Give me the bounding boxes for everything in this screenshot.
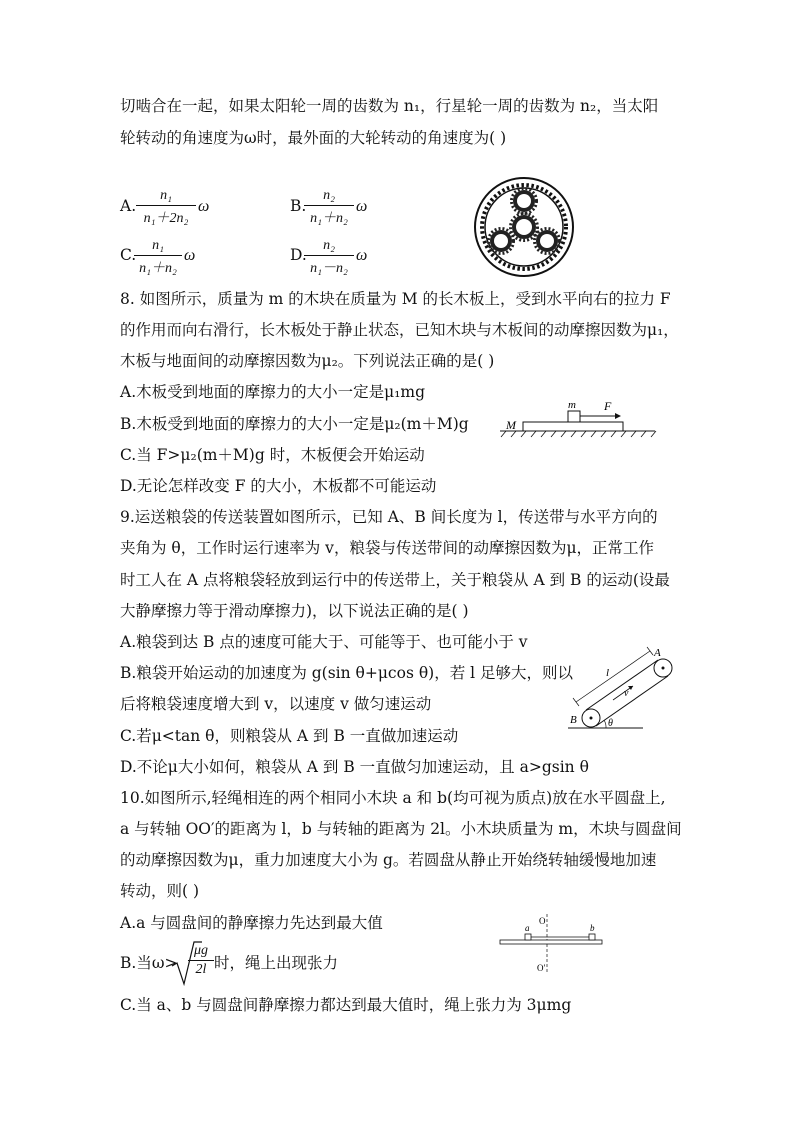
q7-option-a-label: A. [120, 197, 137, 215]
q8-option-b: B.木板受到地面的摩擦力的大小一定是μ₂(m＋M)g [120, 415, 469, 433]
q10-option-c: C.当 a、b 与圆盘间静摩擦力都达到最大值时，绳上张力为 3μmg [120, 996, 572, 1014]
q9-option-b-line2: 后将粮袋速度增大到 v，以速度 v 做匀速运动 [120, 695, 432, 713]
q10-option-b-suffix: 时，绳上出现张力 [214, 954, 339, 972]
q7-option-a-omega: ω [198, 198, 210, 215]
q7-option-b-label: B. [290, 197, 307, 215]
fig9-label-theta: θ [608, 718, 613, 729]
fig9-label-B: B [570, 714, 577, 726]
q9-text-line2: 夹角为 θ，工作时运行速率为 v，粮袋与传送带间的动摩擦因数为μ，正常工作 [120, 539, 655, 557]
q9-option-a: A.粮袋到达 B 点的速度可能大于、可能等于、也可能小于 v [120, 633, 528, 651]
q10-text-line2: a 与转轴 OO′的距离为 l，b 与转轴的距离为 2l。小木块质量为 m，木块与圆盘间 [120, 820, 682, 838]
planetary-gear-figure [474, 177, 574, 277]
q10-option-a: A.a 与圆盘间的静摩擦力先达到最大值 [120, 914, 383, 932]
q8-text-line1: 8. 如图所示，质量为 m 的木块在质量为 M 的长木板上，受到水平向右的拉力 F [120, 290, 671, 308]
fig9-label-v: v [624, 688, 629, 699]
q10-text-line3: 的动摩擦因数为μ，重力加速度大小为 g。若圆盘从静止开始绕转轴缓慢地加速 [120, 851, 657, 869]
q9-option-b-line1: B.粮袋开始运动的加速度为 g(sin θ+μcos θ)，若 l 足够大，则以 [120, 664, 574, 682]
fig8-label-M: M [506, 418, 516, 432]
q7-option-d-label: D. [290, 246, 307, 264]
q9-text-line3: 时工人在 A 点将粮袋轻放到运行中的传送带上，关于粮袋从 A 到 B 的运动(设最 [120, 571, 670, 589]
conveyor-belt-figure [568, 640, 678, 735]
q7-option-d-fraction: n₂ n₁－n₂ [304, 238, 354, 277]
q7-option-b-fraction: n₂ n₁＋n₂ [304, 188, 354, 227]
q8-text-line3: 木板与地面间的动摩擦因数为μ₂。下列说法正确的是( ) [120, 352, 495, 370]
fig10-label-O-prime: O′ [537, 963, 546, 973]
fig10-label-b: b [590, 923, 595, 933]
q7-option-c-omega: ω [184, 247, 196, 264]
fig8-label-m: m [568, 399, 576, 411]
q9-option-c: C.若μ<tan θ，则粮袋从 A 到 B 一直做加速运动 [120, 727, 459, 745]
q7-option-d-omega: ω [356, 247, 368, 264]
q10-option-b-prefix: B.当ω> [120, 954, 178, 972]
q10-text-line4: 转动，则( ) [120, 882, 200, 900]
q10-option-b-fraction: μg 2l [188, 943, 214, 978]
q7-text-line2: 轮转动的角速度为ω时，最外面的大轮转动的角速度为( ) [120, 129, 507, 147]
q8-option-d: D.无论怎样改变 F 的大小，木板都不可能运动 [120, 477, 437, 495]
fig9-label-l: l [606, 667, 610, 679]
q9-option-d: D.不论μ大小如何，粮袋从 A 到 B 一直做匀加速运动，且 a>gsin θ [120, 758, 589, 776]
fig9-label-A: A [654, 647, 661, 659]
q7-option-c-fraction: n₁ n₁＋n₂ [134, 238, 182, 277]
q7-text-line1: 切啮合在一起，如果太阳轮一周的齿数为 n₁，行星轮一周的齿数为 n₂，当太阳 [120, 97, 659, 115]
q7-option-c-label: C. [120, 246, 137, 264]
q9-text-line4: 大静摩擦力等于滑动摩擦力)，以下说法正确的是( ) [120, 602, 469, 620]
fig10-label-a: a [525, 923, 530, 933]
fig10-label-O: O [539, 916, 546, 926]
q10-text-line1: 10.如图所示,轻绳相连的两个相同小木块 a 和 b(均可视为质点)放在水平圆盘上, [120, 789, 666, 807]
q9-text-line1: 9.运送粮袋的传送装置如图所示，已知 A、B 间长度为 l，传送带与水平方向的 [120, 508, 658, 526]
q8-option-a: A.木板受到地面的摩擦力的大小一定是μ₁mg [120, 383, 426, 401]
fig8-label-F: F [604, 399, 612, 413]
q8-option-c: C.当 F>μ₂(m＋M)g 时，木板便会开始运动 [120, 446, 425, 464]
q7-option-a-fraction: n₁ n₁＋2n₂ [136, 188, 196, 227]
board-block-figure [500, 398, 660, 438]
q7-option-b-omega: ω [356, 198, 368, 215]
rotating-disk-figure [495, 912, 610, 974]
q8-text-line2: 的作用而向右滑行，长木板处于静止状态，已知木块与木板间的动摩擦因数为μ₁， [120, 321, 679, 339]
